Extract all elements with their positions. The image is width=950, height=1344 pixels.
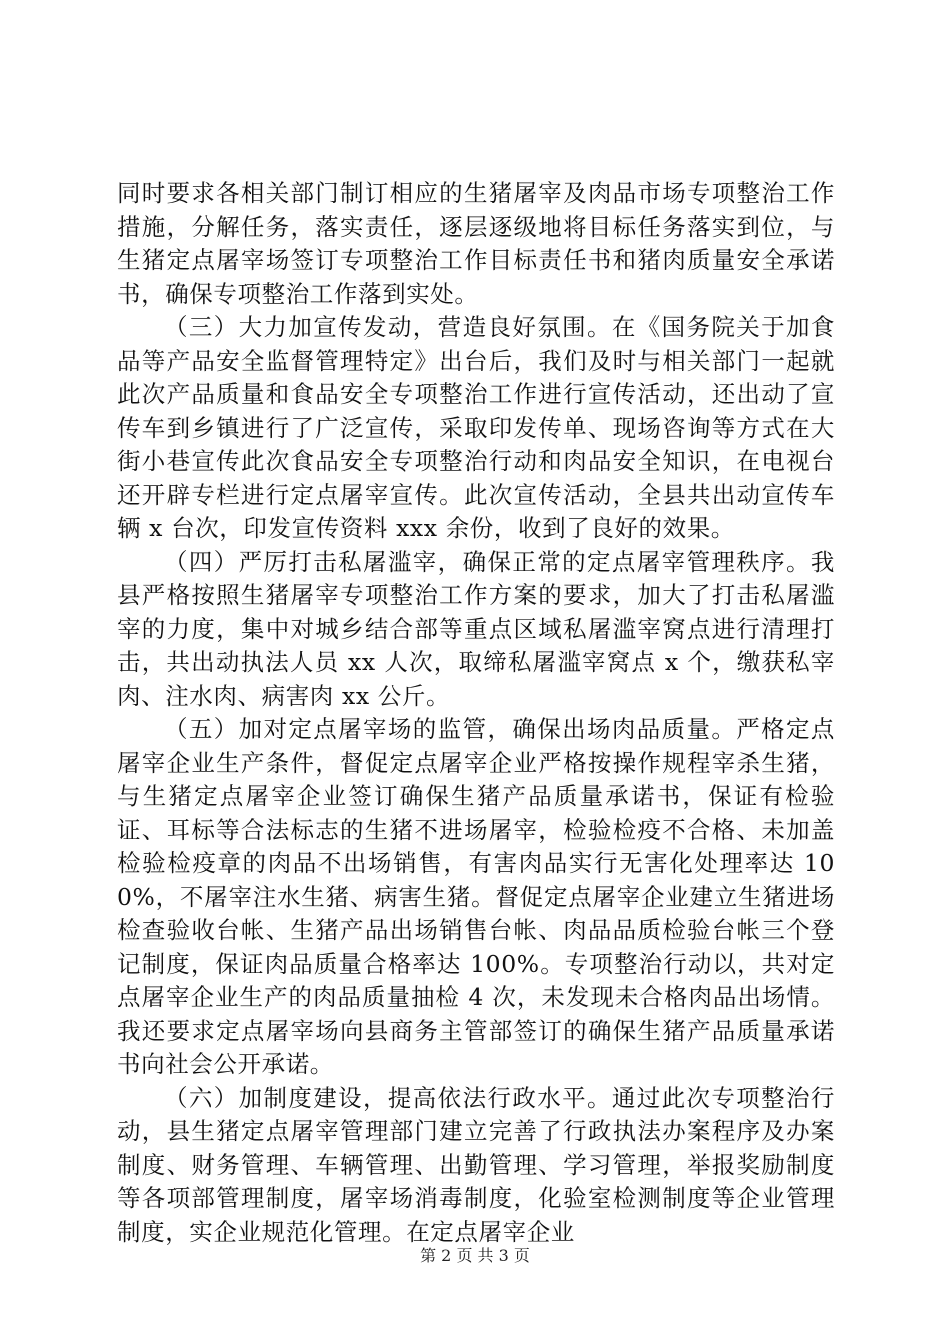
page-number-footer: 第 2 页 共 3 页 xyxy=(420,1246,530,1265)
paragraph-supervision: （五）加对定点屠宰场的监管，确保出场肉品质量。严格定点屠宰企业生产条件，督促定点屠宰企业严格按操作规程宰杀生猪，与生猪定点屠宰企业签订确保生猪产品质量承诺书，保证有检验证、耳标等合法标志的生猪不进场屠宰，检验检疫不合格、未加盖检验检疫章的肉品不出场销售，有害肉品实行无害化处理率达 100%，不屠宰注水生猪、病害生猪。督促定点屠宰企业建立生猪进场检查验收台帐、生猪产品出场销售台帐、肉品品质检验台帐三个登记制度，保证肉品质量合格率达 100%。专项整治行动以，共对定点屠宰企业生产的肉品质量抽检 4 次，未发现未合格肉品出场情。我还要求定点屠宰场向县商务主管部签订的确保生猪产品质量承诺书向社会公开承诺。 xyxy=(117,715,835,1078)
paragraph-publicity: （三）大力加宣传发动，营造良好氛围。在《国务院关于加食品等产品安全监督管理特定》出台后，我们及时与相关部门一起就此次产品质量和食品安全专项整治工作进行宣传活动，还出动了宣传车到乡镇进行了广泛宣传，采取印发传单、现场咨询等方式在大街小巷宣传此次食品安全专项整治行动和肉品安全知识，在电视台还开辟专栏进行定点屠宰宣传。此次宣传活动，全县共出动宣传车辆 x 台次，印发宣传资料 xxx 余份，收到了良好的效果。 xyxy=(117,313,835,542)
paragraph-continuation: 同时要求各相关部门制订相应的生猪屠宰及肉品市场专项整治工作措施，分解任务，落实责任，逐层逐级地将目标任务落实到位，与生猪定点屠宰场签订专项整治工作目标责任书和猪肉质量安全承诺书，确保专项整治工作落到实处。 xyxy=(117,179,835,308)
paragraph-crackdown: （四）严厉打击私屠滥宰，确保正常的定点屠宰管理秩序。我县严格按照生猪屠宰专项整治工作方案的要求，加大了打击私屠滥宰的力度，集中对城乡结合部等重点区域私屠滥宰窝点进行清理打击，共出动执法人员 xx 人次，取缔私屠滥宰窝点 x 个，缴获私宰肉、注水肉、病害肉 xx 公斤。 xyxy=(117,547,835,710)
document-body xyxy=(117,177,835,1249)
paragraph-system-building: （六）加制度建设，提高依法行政水平。通过此次专项整治行动，县生猪定点屠宰管理部门建立完善了行政执法办案程序及办案制度、财务管理、车辆管理、出勤管理、学习管理，举报奖励制度等各项部管理制度，屠宰场消毒制度，化验室检测制度等企业管理制度，实企业规范化管理。在定点屠宰企业 xyxy=(117,1083,835,1246)
